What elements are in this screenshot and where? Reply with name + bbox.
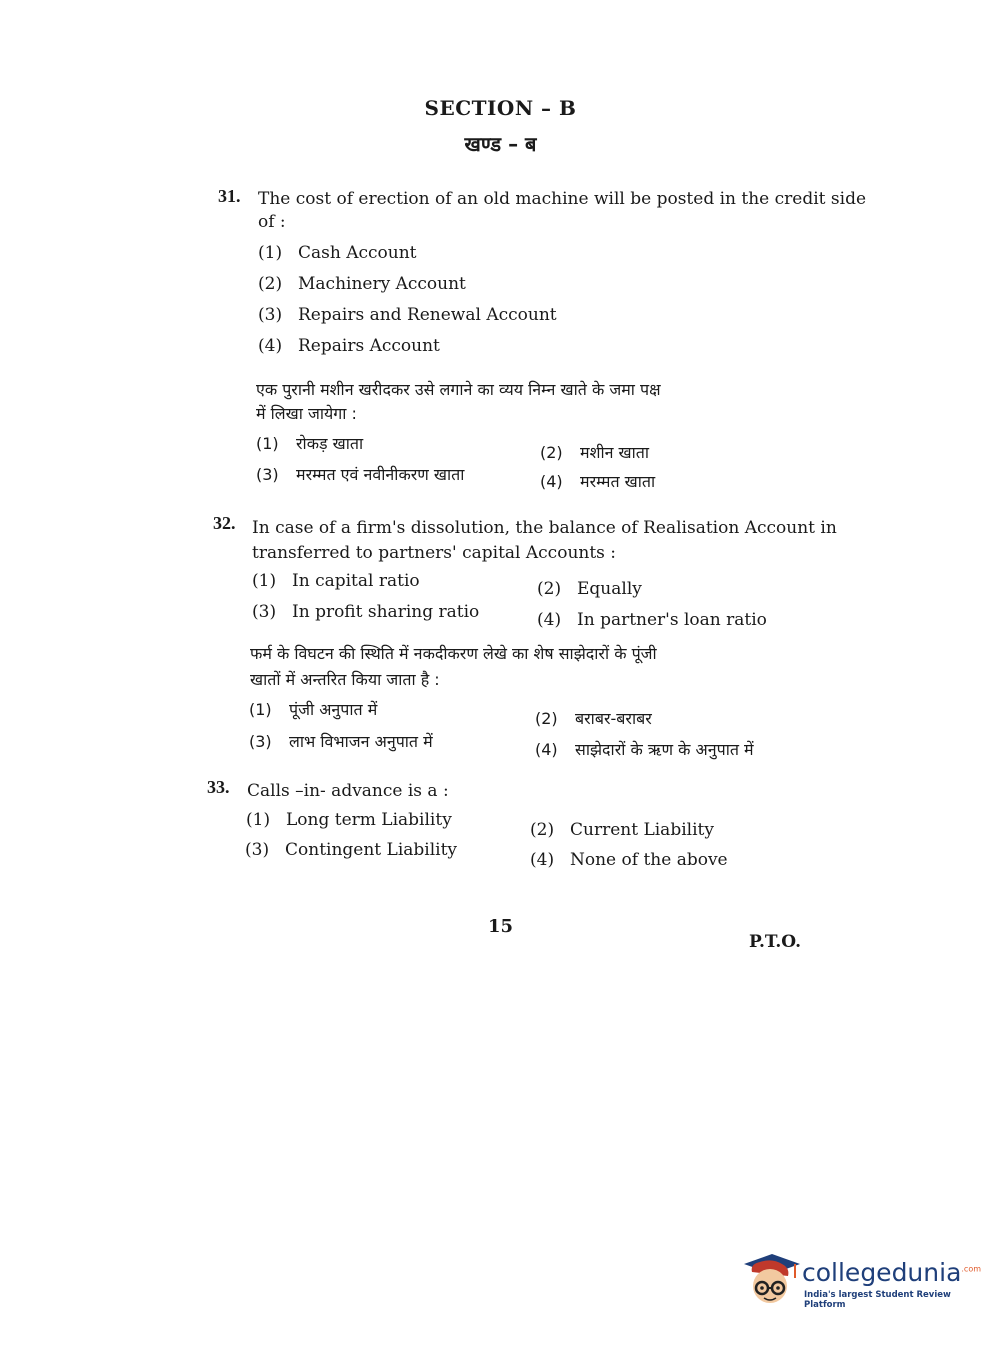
section-title-en: SECTION – B	[424, 96, 577, 120]
question-text-en-line1: Calls –in- advance is a :	[247, 781, 449, 801]
section-title-hi: खण्ड – ब	[464, 132, 537, 156]
question-text-en-line1: In case of a firm's dissolution, the balance of Realisation Account in	[252, 518, 837, 538]
option-hi-1: (1) पूंजी अनुपात में	[249, 700, 378, 719]
pto-label: P.T.O.	[749, 932, 801, 952]
option-3: (3) Contingent Liability	[245, 840, 458, 860]
question-text-hi-line1: एक पुरानी मशीन खरीदकर उसे लगाने का व्यय निम्न खाते के जमा पक्ष	[256, 380, 661, 399]
question-text-hi-line2: में लिखा जायेगा :	[256, 404, 357, 423]
question-text-en-line1: The cost of erection of an old machine will be posted in the credit side	[258, 189, 867, 209]
option-3: (3) In profit sharing ratio	[252, 602, 480, 622]
option-3: (3) Repairs and Renewal Account	[258, 305, 557, 325]
option-4: (4) Repairs Account	[258, 336, 440, 356]
option-2: (2) Current Liability	[530, 820, 714, 840]
question-text-en-line2: transferred to partners' capital Accounts :	[252, 543, 617, 563]
option-4: (4) None of the above	[530, 850, 728, 870]
option-4: (4) In partner's loan ratio	[537, 610, 767, 630]
option-1: (1) Long term Liability	[246, 810, 452, 830]
question-number: 31.	[218, 186, 241, 206]
option-hi-1: (1) रोकड़ खाता	[256, 434, 364, 453]
brand-tagline: India's largest Student Review Platform	[804, 1290, 951, 1310]
question-number: 33.	[207, 777, 230, 797]
page-number: 15	[487, 916, 514, 937]
question-text-hi-line2: खातों में अन्तरित किया जाता है :	[250, 670, 440, 689]
question-text-en-line2: of :	[258, 212, 286, 232]
option-2: (2) Equally	[537, 579, 642, 599]
option-hi-3: (3) मरम्मत एवं नवीनीकरण खाता	[256, 465, 465, 484]
option-hi-3: (3) लाभ विभाजन अनुपात में	[249, 732, 433, 751]
question-text-hi-line1: फर्म के विघटन की स्थिति में नकदीकरण लेखे का शेष साझेदारों के पूंजी	[250, 644, 657, 663]
question-number: 32.	[213, 513, 236, 533]
collegedunia-watermark	[742, 1250, 982, 1310]
option-hi-2: (2) बराबर-बराबर	[535, 709, 652, 728]
option-2: (2) Machinery Account	[258, 274, 466, 294]
option-1: (1) Cash Account	[258, 243, 417, 263]
option-hi-2: (2) मशीन खाता	[540, 443, 650, 462]
option-1: (1) In capital ratio	[252, 571, 420, 591]
option-hi-4: (4) साझेदारों के ऋण के अनुपात में	[535, 740, 754, 759]
option-hi-4: (4) मरम्मत खाता	[540, 472, 656, 491]
mascot-icon	[742, 1250, 802, 1310]
brand-name: collegedunia$^{.com}$	[802, 1258, 982, 1287]
